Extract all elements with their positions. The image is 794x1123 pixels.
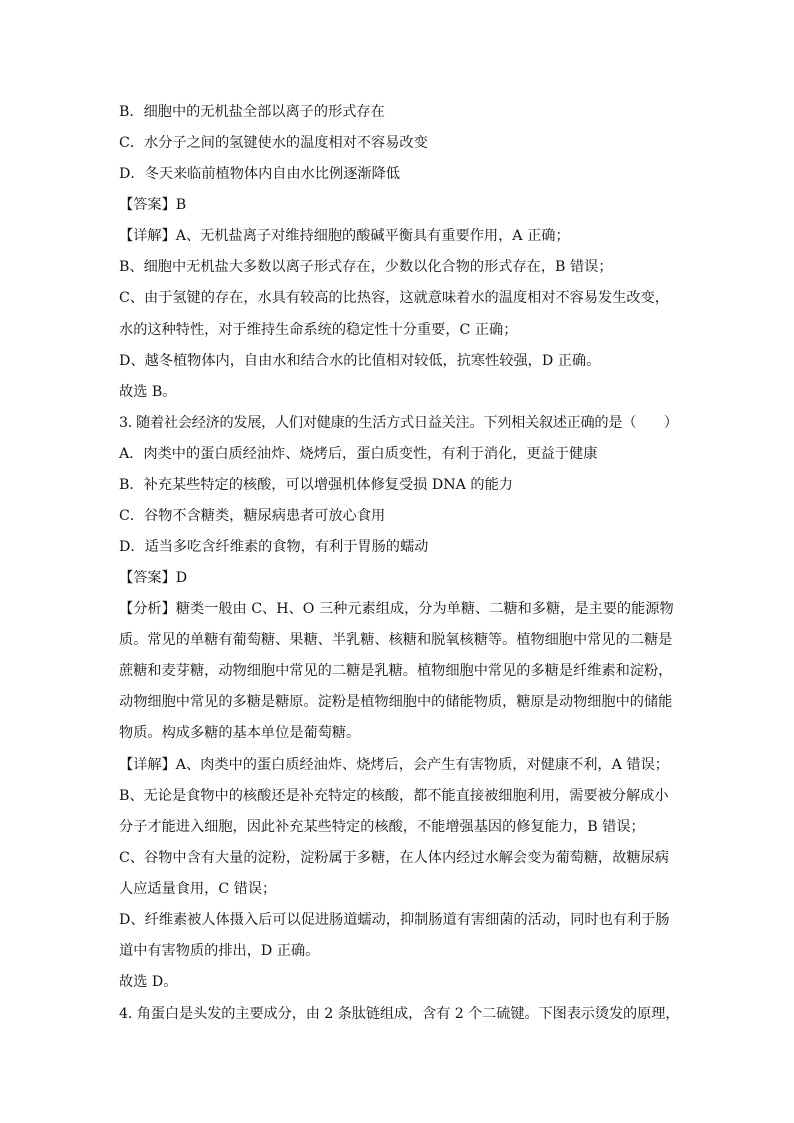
conclusion-line: 故选 B。	[119, 384, 177, 400]
option-b-line: B．细胞中的无机盐全部以离子的形式存在	[119, 104, 385, 120]
option-c-line: C．水分子之间的氢键使水的温度相对不容易改变	[119, 135, 428, 151]
explanation-line: C、由于氢键的存在，水具有较高的比热容，这就意味着水的温度相对不容易发生改变，	[119, 290, 669, 306]
explanation-line: D、纤维素被人体摄入后可以促进肠道蠕动，抑制肠道有害细菌的活动，同时也有利于肠	[119, 912, 670, 928]
explanation-line: 人应适量食用，C 错误；	[119, 881, 277, 897]
explanation-line: 【详解】A、肉类中的蛋白质经油炸、烧烤后，会产生有害物质，对健康不利，A 错误；	[119, 757, 669, 773]
question-3-stem: 3. 随着社会经济的发展，人们对健康的生活方式日益关注。下列相关叙述正确的是（ ）	[119, 415, 678, 431]
explanation-line: B、无论是食物中的核酸还是补充特定的核酸，都不能直接被细胞利用，需要被分解成小	[119, 788, 669, 804]
explanation-line: 分子才能进入细胞，因此补充某些特定的核酸，不能增强基因的修复能力，B 错误；	[119, 819, 645, 835]
analysis-line: 质。常见的单糖有葡萄糖、果糖、半乳糖、核糖和脱氧核糖等。植物细胞中常见的二糖是	[119, 632, 673, 648]
analysis-line: 蔗糖和麦芽糖，动物细胞中常见的二糖是乳糖。植物细胞中常见的多糖是纤维素和淀粉，	[119, 663, 673, 679]
option-c-line: C．谷物不含糖类，糖尿病患者可放心食用	[119, 508, 386, 524]
explanation-line: 【详解】A、无机盐离子对维持细胞的酸碱平衡具有重要作用，A 正确；	[119, 228, 570, 244]
analysis-line: 物质。构成多糖的基本单位是葡萄糖。	[119, 725, 361, 741]
question-4-stem: 4. 角蛋白是头发的主要成分，由 2 条肽链组成，含有 2 个二硫键。下图表示烫发的原理，	[119, 1006, 680, 1022]
explanation-line: 道中有害物质的排出，D 正确。	[119, 943, 320, 959]
explanation-line: B、细胞中无机盐大多数以离子形式存在，少数以化合物的形式存在，B 错误；	[119, 259, 613, 275]
option-d-line: D．冬天来临前植物体内自由水比例逐渐降低	[119, 166, 400, 182]
option-d-line: D．适当多吃含纤维素的食物，有利于胃肠的蠕动	[119, 539, 429, 555]
explanation-line: C、谷物中含有大量的淀粉，淀粉属于多糖，在人体内经过水解会变为葡萄糖，故糖尿病	[119, 850, 669, 866]
explanation-line: 水的这种特性，对于维持生命系统的稳定性十分重要，C 正确；	[119, 322, 518, 338]
analysis-line: 动物细胞中常见的多糖是糖原。淀粉是植物细胞中的储能物质，糖原是动物细胞中的储能	[119, 694, 673, 710]
conclusion-line: 故选 D。	[119, 974, 178, 990]
explanation-line: D、越冬植物体内，自由水和结合水的比值相对较低，抗寒性较强，D 正确。	[119, 353, 601, 369]
option-b-line: B．补充某些特定的核酸，可以增强机体修复受损 DNA 的能力	[119, 477, 513, 493]
answer-line: 【答案】D	[119, 570, 188, 586]
analysis-line: 【分析】糖类一般由 C、H、O 三种元素组成，分为单糖、二糖和多糖，是主要的能源物	[119, 601, 674, 617]
answer-line: 【答案】B	[119, 197, 187, 213]
option-a-line: A．肉类中的蛋白质经油炸、烧烤后，蛋白质变性，有利于消化，更益于健康	[119, 446, 598, 462]
